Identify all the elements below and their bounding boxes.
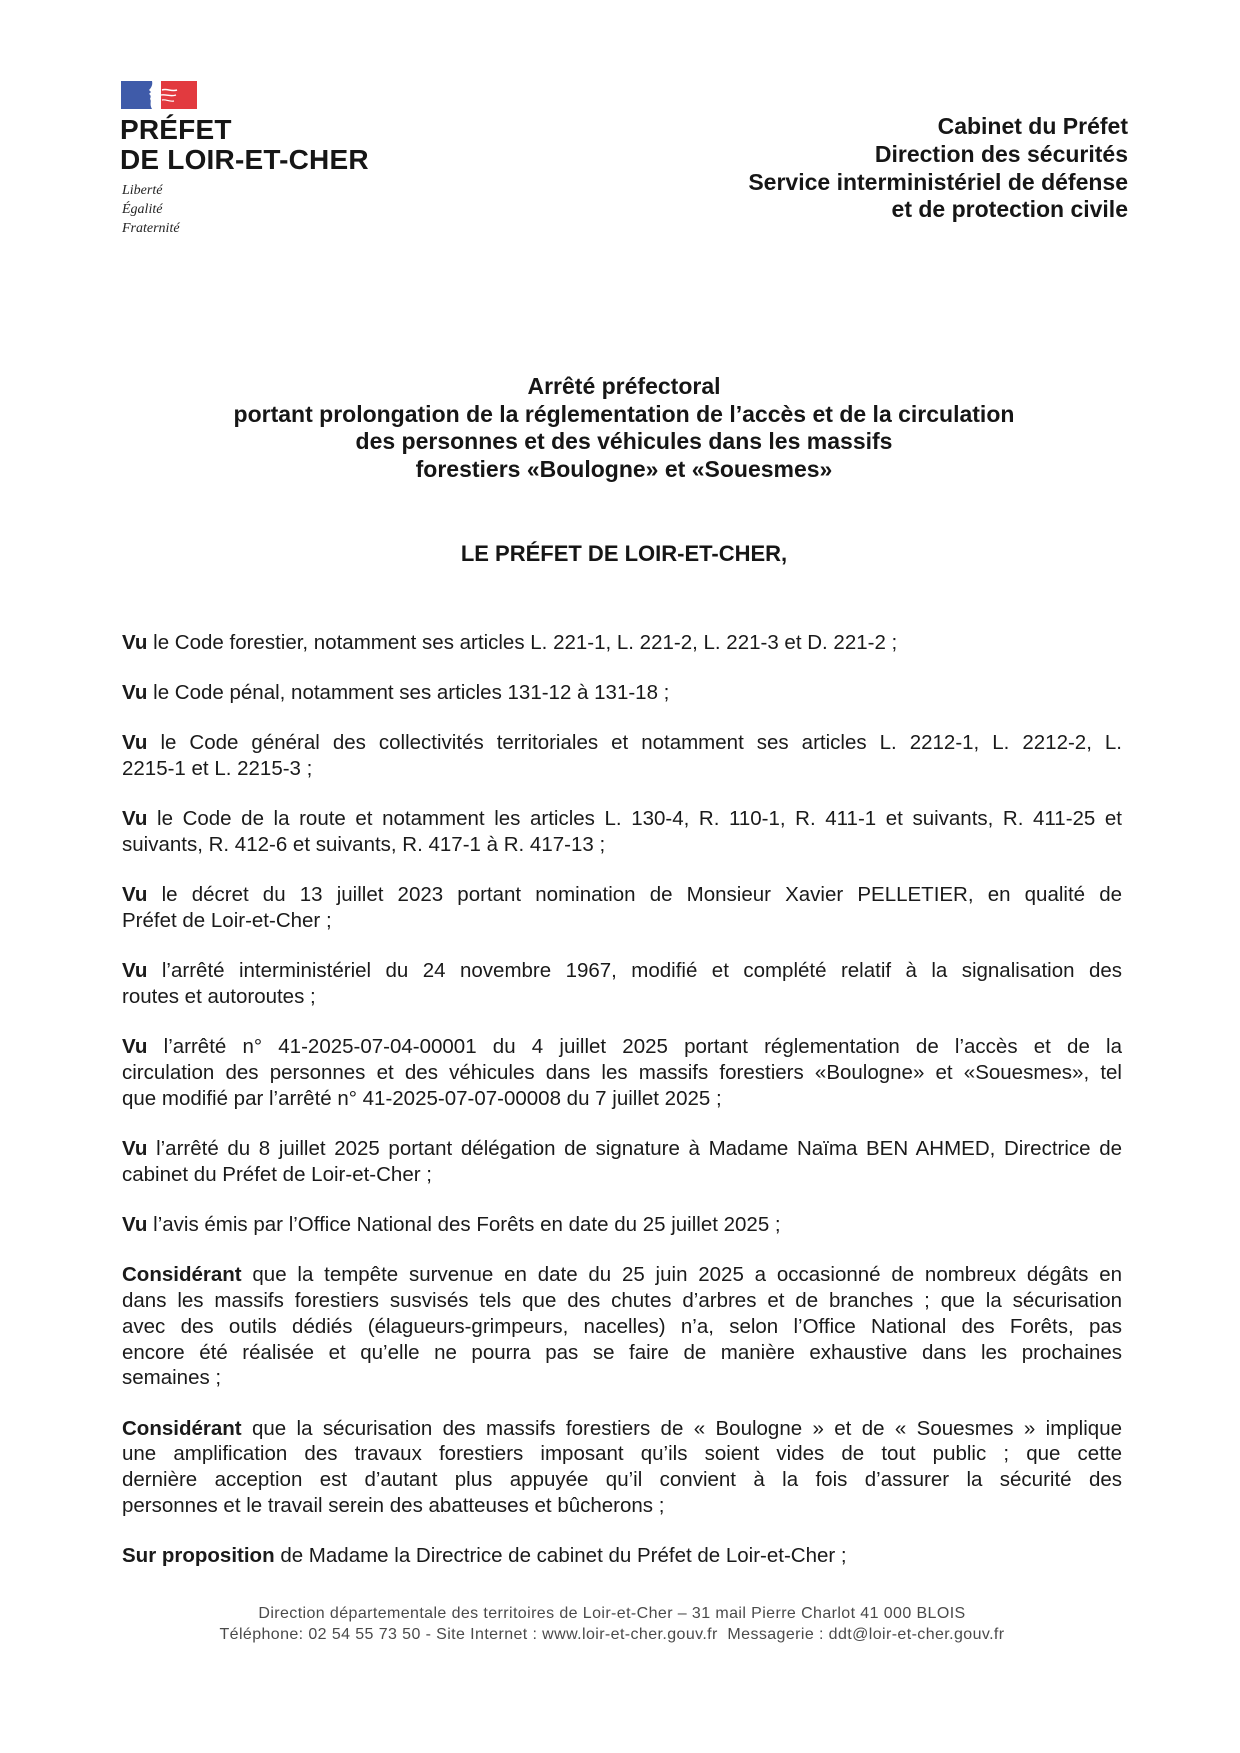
paragraph-line xyxy=(122,680,1122,706)
proposition-paragraph xyxy=(122,1543,1122,1569)
preamble-heading: LE PRÉFET DE LOIR-ET-CHER, xyxy=(460,541,788,566)
document-title xyxy=(124,373,1124,483)
service-line: Cabinet du Préfet xyxy=(937,113,1128,139)
paragraph-text: que la tempête survenue en date du 25 juin 2025 a occasionné de nombreux dégâts en xyxy=(252,1263,1122,1287)
page-footer xyxy=(92,1603,1132,1645)
paragraph-text: l’arrêté n° 41-2025-07-04-00001 du 4 juillet 2025 portant réglementation de l’accès et de la xyxy=(163,1035,1122,1059)
marianne-logo xyxy=(121,81,197,109)
service-line: et de protection civile xyxy=(891,196,1128,223)
paragraph-line: avec des outils dédiés (élagueurs-grimpeurs, nacelles) n’a, selon l’Office National des Forêts, pas xyxy=(122,1314,1122,1338)
prefecture-name-line: DE LOIR-ET-CHER xyxy=(120,144,369,175)
visa-paragraph xyxy=(122,958,1122,1010)
paragraph-lead: Vu xyxy=(122,959,148,983)
paragraph-lead: Considérant xyxy=(122,1416,242,1440)
paragraph-text: le Code pénal, notamment ses articles 131-12 à 131-18 ; xyxy=(153,681,670,705)
paragraph-line xyxy=(122,882,1122,908)
visa-paragraph xyxy=(122,630,1122,656)
paragraph-lead: Vu xyxy=(122,883,148,907)
paragraph-lead: Vu xyxy=(122,807,148,831)
paragraph-text: que la sécurisation des massifs forestiers de « Boulogne » et de « Souesmes » implique xyxy=(251,1416,1122,1440)
service-line: Direction des sécurités xyxy=(874,140,1128,167)
paragraph-lead: Vu xyxy=(122,681,148,705)
considerant-paragraph xyxy=(122,1416,1122,1519)
title-line: des personnes et des véhicules dans les massifs xyxy=(355,428,893,454)
paragraph-text: le décret du 13 juillet 2023 portant nomination de Monsieur Xavier PELLETIER, en qualité de xyxy=(161,883,1123,907)
paragraph-lead: Considérant xyxy=(122,1263,242,1287)
visa-paragraph xyxy=(122,680,1122,706)
visa-paragraph xyxy=(122,1136,1122,1188)
paragraph-line: cabinet du Préfet de Loir-et-Cher ; xyxy=(122,1162,432,1186)
paragraph-line xyxy=(122,1034,1122,1060)
paragraph-line: Préfet de Loir-et-Cher ; xyxy=(122,909,332,933)
paragraph-line: semaines ; xyxy=(122,1366,222,1390)
paragraph-lead: Vu xyxy=(122,1035,148,1059)
paragraph-line: routes et autoroutes ; xyxy=(122,985,316,1009)
paragraph-lead: Sur proposition xyxy=(122,1544,275,1568)
paragraph-line xyxy=(122,1416,1122,1442)
paragraph-line: suivants, R. 412-6 et suivants, R. 417-1 à R. 417-13 ; xyxy=(122,833,606,857)
paragraph-text: l’arrêté du 8 juillet 2025 portant délégation de signature à Madame Naïma BEN AHMED, Directrice de xyxy=(156,1137,1122,1161)
paragraph-line xyxy=(122,730,1122,756)
paragraph-line: circulation des personnes et des véhicules dans les massifs forestiers «Boulogne» et «Souesmes», tel xyxy=(122,1061,1122,1085)
paragraph-line xyxy=(122,1262,1122,1288)
title-line: Arrêté préfectoral xyxy=(527,373,721,399)
paragraph-line xyxy=(122,1543,1122,1569)
paragraph-line: dernière acception est d’autant plus appuyée qu’il convient à la fois d’assurer la sécurité des xyxy=(122,1468,1122,1492)
paragraph-text: de Madame la Directrice de cabinet du Préfet de Loir-et-Cher ; xyxy=(280,1544,847,1568)
title-line: forestiers «Boulogne» et «Souesmes» xyxy=(415,455,833,482)
paragraph-line xyxy=(122,958,1122,984)
paragraph-lead: Vu xyxy=(122,1137,148,1161)
paragraph-lead: Vu xyxy=(122,631,148,654)
paragraph-text: le Code forestier, notamment ses articles L. 221-1, L. 221-2, L. 221-3 et D. 221-2 ; xyxy=(153,631,898,654)
paragraph-line: 2215-1 et L. 2215-3 ; xyxy=(122,757,313,781)
considerant-paragraph xyxy=(122,1262,1122,1391)
issuing-service xyxy=(748,113,1128,224)
paragraph-line: personnes et le travail serein des abatteuses et bûcherons ; xyxy=(122,1494,665,1518)
paragraph-line xyxy=(122,806,1122,832)
document-body xyxy=(122,630,1122,1593)
footer-address: Direction départementale des territoires de Loir-et-Cher – 31 mail Pierre Charlot 41 000 BLOIS xyxy=(258,1605,966,1622)
visa-paragraph xyxy=(122,1034,1122,1111)
prefecture-name-line: PRÉFET xyxy=(120,114,232,145)
paragraph-line xyxy=(122,1136,1122,1162)
marianne-flag-icon xyxy=(121,81,197,109)
title-line: portant prolongation de la réglementation de l’accès et de la circulation xyxy=(233,400,1015,427)
paragraph-lead: Vu xyxy=(122,1213,148,1237)
paragraph-line: une amplification des travaux forestiers imposant qu’ils soient vides de tout public ; que cette xyxy=(122,1442,1122,1466)
paragraph-text: le Code de la route et notamment les articles L. 130-4, R. 110-1, R. 411-1 et suivants, R. 411-25 et xyxy=(157,807,1122,831)
paragraph-line: que modifié par l’arrêté n° 41-2025-07-07-00008 du 7 juillet 2025 ; xyxy=(122,1086,722,1110)
paragraph-line xyxy=(122,630,1122,656)
footer-contact: Téléphone: 02 54 55 73 50 - Site Internet : www.loir-et-cher.gouv.fr Messagerie : ddt@loir-et-cher.gouv.fr xyxy=(219,1626,1005,1643)
visa-paragraph xyxy=(122,806,1122,858)
visa-paragraph xyxy=(122,730,1122,782)
paragraph-line: encore été réalisée et qu’elle ne pourra pas se faire de manière exhaustive dans les prochaines xyxy=(122,1340,1122,1364)
paragraph-line: dans les massifs forestiers susvisés tels que des chutes d’arbres et de branches ; que la sécurisation xyxy=(122,1289,1122,1313)
paragraph-text: l’avis émis par l’Office National des Forêts en date du 25 juillet 2025 ; xyxy=(153,1213,781,1237)
visa-paragraph xyxy=(122,882,1122,934)
motto-egalite: Égalité xyxy=(122,202,163,217)
service-line: Service interministériel de défense xyxy=(748,168,1128,195)
motto-fraternite: Fraternité xyxy=(122,221,180,236)
paragraph-text: le Code général des collectivités territoriales et notamment ses articles L. 2212-1, L. 2212-2, L. xyxy=(160,731,1122,755)
paragraph-text: l’arrêté interministériel du 24 novembre 1967, modifié et complété relatif à la signalisation des xyxy=(161,959,1122,983)
motto-liberte: Liberté xyxy=(122,183,163,198)
paragraph-lead: Vu xyxy=(122,731,148,755)
republic-motto xyxy=(122,181,180,238)
paragraph-line xyxy=(122,1212,1122,1238)
visa-paragraph xyxy=(122,1212,1122,1238)
prefecture-name xyxy=(120,115,369,175)
